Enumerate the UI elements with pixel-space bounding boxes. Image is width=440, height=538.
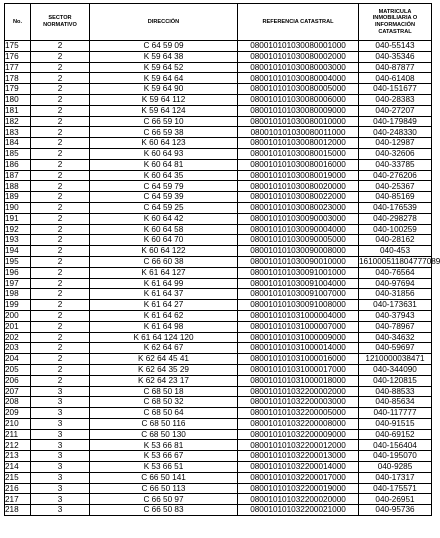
referencia-catastral-cell: 080010101031000009000 bbox=[238, 332, 359, 343]
sector-normativo-cell: 2 bbox=[31, 246, 90, 257]
row-number: 218 bbox=[5, 505, 31, 516]
referencia-catastral-cell: 080010101030090003000 bbox=[238, 213, 359, 224]
matricula-cell: 040-95736 bbox=[359, 505, 432, 516]
row-number: 210 bbox=[5, 418, 31, 429]
sector-normativo-cell: 2 bbox=[31, 62, 90, 73]
row-number: 181 bbox=[5, 105, 31, 116]
direccion-cell: C 64 59 09 bbox=[90, 41, 238, 52]
table-row bbox=[5, 192, 432, 203]
table-row bbox=[5, 472, 432, 483]
row-number: 185 bbox=[5, 148, 31, 159]
direccion-cell: C 68 50 130 bbox=[90, 429, 238, 440]
referencia-catastral-cell: 080010101030091007000 bbox=[238, 289, 359, 300]
matricula-cell: 040-76564 bbox=[359, 267, 432, 278]
row-number: 217 bbox=[5, 494, 31, 505]
referencia-catastral-cell: 080010101030080004000 bbox=[238, 73, 359, 84]
referencia-catastral-cell: 080010101031000007000 bbox=[238, 321, 359, 332]
matricula-cell: 040-85169 bbox=[359, 192, 432, 203]
referencia-catastral-cell: 080010101031000004000 bbox=[238, 310, 359, 321]
referencia-catastral-cell: 080010101030090008000 bbox=[238, 246, 359, 257]
matricula-cell: 040-151677 bbox=[359, 84, 432, 95]
table-row bbox=[5, 343, 432, 354]
row-number: 212 bbox=[5, 440, 31, 451]
matricula-cell: 040-31856 bbox=[359, 289, 432, 300]
table-row bbox=[5, 494, 432, 505]
referencia-catastral-cell: 080010101032200021000 bbox=[238, 505, 359, 516]
referencia-catastral-cell: 080010101030091008000 bbox=[238, 300, 359, 311]
table-row bbox=[5, 451, 432, 462]
referencia-catastral-cell: 080010101030080009000 bbox=[238, 105, 359, 116]
sector-normativo-cell: 3 bbox=[31, 440, 90, 451]
row-number: 187 bbox=[5, 170, 31, 181]
table-row bbox=[5, 51, 432, 62]
referencia-catastral-cell: 080010101030080011000 bbox=[238, 127, 359, 138]
table-body bbox=[5, 41, 440, 516]
sector-normativo-cell: 3 bbox=[31, 408, 90, 419]
referencia-catastral-cell: 080010101030080012000 bbox=[238, 138, 359, 149]
referencia-catastral-cell: 080010101030091004000 bbox=[238, 278, 359, 289]
direccion-cell: K 60 64 35 bbox=[90, 170, 238, 181]
referencia-catastral-cell: 080010101032200017000 bbox=[238, 472, 359, 483]
table-row bbox=[5, 364, 432, 375]
direccion-cell: C 64 59 79 bbox=[90, 181, 238, 192]
direccion-cell: K 62 64 23 17 bbox=[90, 375, 238, 386]
table-row bbox=[5, 127, 432, 138]
matricula-cell: 040-298278 bbox=[359, 213, 432, 224]
referencia-catastral-cell: 080010101032200003000 bbox=[238, 397, 359, 408]
sector-normativo-cell: 3 bbox=[31, 386, 90, 397]
direccion-cell: K 60 64 58 bbox=[90, 224, 238, 235]
sector-normativo-cell: 2 bbox=[31, 354, 90, 365]
matricula-cell: 040-195070 bbox=[359, 451, 432, 462]
matricula-cell: 040-100259 bbox=[359, 224, 432, 235]
matricula-cell: 040-34632 bbox=[359, 332, 432, 343]
matricula-cell: 040-28162 bbox=[359, 235, 432, 246]
sector-normativo-cell: 2 bbox=[31, 375, 90, 386]
direccion-cell: C 66 50 97 bbox=[90, 494, 238, 505]
matricula-cell: 040-9285 bbox=[359, 462, 432, 473]
direccion-cell: C 66 59 38 bbox=[90, 127, 238, 138]
sector-normativo-cell: 2 bbox=[31, 116, 90, 127]
header-no: No. bbox=[5, 4, 31, 41]
referencia-catastral-cell: 080010101030080015000 bbox=[238, 148, 359, 159]
table-row bbox=[5, 105, 432, 116]
sector-normativo-cell: 2 bbox=[31, 278, 90, 289]
matricula-cell: 040-33785 bbox=[359, 159, 432, 170]
direccion-cell: K 61 64 127 bbox=[90, 267, 238, 278]
matricula-cell: 040-17317 bbox=[359, 472, 432, 483]
direccion-cell: K 60 64 122 bbox=[90, 246, 238, 257]
row-number: 208 bbox=[5, 397, 31, 408]
table-row bbox=[5, 73, 432, 84]
direccion-cell: K 62 64 45 41 bbox=[90, 354, 238, 365]
direccion-cell: C 64 59 39 bbox=[90, 192, 238, 203]
referencia-catastral-cell: 080010101030090005000 bbox=[238, 235, 359, 246]
direccion-cell: K 61 64 98 bbox=[90, 321, 238, 332]
sector-normativo-cell: 3 bbox=[31, 462, 90, 473]
sector-normativo-cell: 2 bbox=[31, 202, 90, 213]
matricula-cell: 040-176539 bbox=[359, 202, 432, 213]
row-number: 197 bbox=[5, 278, 31, 289]
matricula-cell: 040-179849 bbox=[359, 116, 432, 127]
direccion-cell: K 59 64 64 bbox=[90, 73, 238, 84]
matricula-cell: 040-120815 bbox=[359, 375, 432, 386]
direccion-cell: C 64 59 25 bbox=[90, 202, 238, 213]
row-number: 211 bbox=[5, 429, 31, 440]
table-row bbox=[5, 170, 432, 181]
matricula-cell: 040-69152 bbox=[359, 429, 432, 440]
matricula-cell: 040-453 bbox=[359, 246, 432, 257]
row-number: 186 bbox=[5, 159, 31, 170]
sector-normativo-cell: 2 bbox=[31, 181, 90, 192]
row-number: 195 bbox=[5, 256, 31, 267]
table-row bbox=[5, 278, 432, 289]
matricula-cell: 040-78967 bbox=[359, 321, 432, 332]
direccion-cell: K 53 66 81 bbox=[90, 440, 238, 451]
direccion-cell: K 59 64 112 bbox=[90, 94, 238, 105]
table-row bbox=[5, 418, 432, 429]
sector-normativo-cell: 2 bbox=[31, 127, 90, 138]
table-row bbox=[5, 116, 432, 127]
referencia-catastral-cell: 080010101030080010000 bbox=[238, 116, 359, 127]
table-row bbox=[5, 62, 432, 73]
table-row bbox=[5, 397, 432, 408]
referencia-catastral-cell: 080010101032200014000 bbox=[238, 462, 359, 473]
row-number: 180 bbox=[5, 94, 31, 105]
referencia-catastral-cell: 080010101030080003000 bbox=[238, 62, 359, 73]
sector-normativo-cell: 2 bbox=[31, 138, 90, 149]
table-row bbox=[5, 94, 432, 105]
row-number: 184 bbox=[5, 138, 31, 149]
row-number: 194 bbox=[5, 246, 31, 257]
sector-normativo-cell: 2 bbox=[31, 235, 90, 246]
sector-normativo-cell: 2 bbox=[31, 41, 90, 52]
referencia-catastral-cell: 080010101031000014000 bbox=[238, 343, 359, 354]
sector-normativo-cell: 3 bbox=[31, 451, 90, 462]
row-number: 179 bbox=[5, 84, 31, 95]
table-row bbox=[5, 408, 432, 419]
row-number: 209 bbox=[5, 408, 31, 419]
header-sector-normativo: SECTOR NORMATIVO bbox=[31, 4, 90, 41]
referencia-catastral-cell: 080010101032200019000 bbox=[238, 483, 359, 494]
direccion-cell: K 61 64 124 120 bbox=[90, 332, 238, 343]
matricula-cell: 1210000038471 bbox=[359, 354, 432, 365]
table-row bbox=[5, 289, 432, 300]
row-number: 204 bbox=[5, 354, 31, 365]
direccion-cell: K 61 64 27 bbox=[90, 300, 238, 311]
matricula-cell: 040-88533 bbox=[359, 386, 432, 397]
sector-normativo-cell: 2 bbox=[31, 332, 90, 343]
table-row bbox=[5, 138, 432, 149]
direccion-cell: C 68 50 18 bbox=[90, 386, 238, 397]
matricula-cell: 040-173631 bbox=[359, 300, 432, 311]
sector-normativo-cell: 2 bbox=[31, 310, 90, 321]
direccion-cell: K 59 64 124 bbox=[90, 105, 238, 116]
table-row bbox=[5, 148, 432, 159]
matricula-cell: 040-97694 bbox=[359, 278, 432, 289]
row-number: 201 bbox=[5, 321, 31, 332]
referencia-catastral-cell: 080010101031000018000 bbox=[238, 375, 359, 386]
direccion-cell: C 66 50 113 bbox=[90, 483, 238, 494]
table-row bbox=[5, 321, 432, 332]
row-number: 183 bbox=[5, 127, 31, 138]
matricula-cell: 040-32606 bbox=[359, 148, 432, 159]
sector-normativo-cell: 2 bbox=[31, 94, 90, 105]
table-row bbox=[5, 440, 432, 451]
table-row bbox=[5, 354, 432, 365]
sector-normativo-cell: 2 bbox=[31, 192, 90, 203]
direccion-cell: K 53 66 51 bbox=[90, 462, 238, 473]
matricula-cell: 040-55143 bbox=[359, 41, 432, 52]
matricula-cell: 040-61408 bbox=[359, 73, 432, 84]
header-referencia-catastral: REFERENCIA CATASTRAL bbox=[238, 4, 359, 41]
referencia-catastral-cell: 080010101030080001000 bbox=[238, 41, 359, 52]
referencia-catastral-cell: 080010101032200005000 bbox=[238, 408, 359, 419]
table-header-row bbox=[5, 4, 432, 41]
referencia-catastral-cell: 080010101030080016000 bbox=[238, 159, 359, 170]
table-row bbox=[5, 213, 432, 224]
sector-normativo-cell: 3 bbox=[31, 418, 90, 429]
row-number: 206 bbox=[5, 375, 31, 386]
referencia-catastral-cell: 080010101030080002000 bbox=[238, 51, 359, 62]
referencia-catastral-cell: 080010101031000017000 bbox=[238, 364, 359, 375]
direccion-cell: K 60 64 123 bbox=[90, 138, 238, 149]
sector-normativo-cell: 2 bbox=[31, 321, 90, 332]
header-direccion: DIRECCIÓN bbox=[90, 4, 238, 41]
sector-normativo-cell: 2 bbox=[31, 105, 90, 116]
referencia-catastral-cell: 080010101030080006000 bbox=[238, 94, 359, 105]
direccion-cell: K 62 64 67 bbox=[90, 343, 238, 354]
matricula-cell: 040-28383 bbox=[359, 94, 432, 105]
table-row bbox=[5, 300, 432, 311]
table-row bbox=[5, 84, 432, 95]
matricula-cell: 040-276206 bbox=[359, 170, 432, 181]
sector-normativo-cell: 3 bbox=[31, 472, 90, 483]
table-row bbox=[5, 429, 432, 440]
table-row bbox=[5, 505, 432, 516]
row-number: 202 bbox=[5, 332, 31, 343]
sector-normativo-cell: 2 bbox=[31, 343, 90, 354]
sector-normativo-cell: 2 bbox=[31, 51, 90, 62]
matricula-cell: 040-37943 bbox=[359, 310, 432, 321]
table-row bbox=[5, 181, 432, 192]
sector-normativo-cell: 2 bbox=[31, 148, 90, 159]
matricula-cell: 040-25367 bbox=[359, 181, 432, 192]
referencia-catastral-cell: 080010101032200009000 bbox=[238, 429, 359, 440]
sector-normativo-cell: 3 bbox=[31, 397, 90, 408]
direccion-cell: K 61 64 99 bbox=[90, 278, 238, 289]
sector-normativo-cell: 3 bbox=[31, 483, 90, 494]
row-number: 196 bbox=[5, 267, 31, 278]
row-number: 190 bbox=[5, 202, 31, 213]
row-number: 178 bbox=[5, 73, 31, 84]
matricula-cell: 040-35346 bbox=[359, 51, 432, 62]
direccion-cell: K 60 64 42 bbox=[90, 213, 238, 224]
matricula-cell: 040-156404 bbox=[359, 440, 432, 451]
matricula-cell: 040-12987 bbox=[359, 138, 432, 149]
matricula-cell: 040-248330 bbox=[359, 127, 432, 138]
sector-normativo-cell: 2 bbox=[31, 267, 90, 278]
direccion-cell: C 68 50 32 bbox=[90, 397, 238, 408]
table-row bbox=[5, 159, 432, 170]
referencia-catastral-cell: 080010101030080023000 bbox=[238, 202, 359, 213]
direccion-cell: K 59 64 38 bbox=[90, 51, 238, 62]
row-number: 199 bbox=[5, 300, 31, 311]
referencia-catastral-cell: 080010101030080005000 bbox=[238, 84, 359, 95]
matricula-cell: 040-175571 bbox=[359, 483, 432, 494]
direccion-cell: C 66 50 83 bbox=[90, 505, 238, 516]
row-number: 191 bbox=[5, 213, 31, 224]
sector-normativo-cell: 2 bbox=[31, 289, 90, 300]
table-row bbox=[5, 235, 432, 246]
table-row bbox=[5, 310, 432, 321]
header-matricula-inmobiliaria: MATRICULA INMOBILIARIA O INFORMACIÓN CATASTRAL bbox=[359, 4, 432, 41]
table-row bbox=[5, 483, 432, 494]
direccion-cell: C 68 50 64 bbox=[90, 408, 238, 419]
row-number: 215 bbox=[5, 472, 31, 483]
row-number: 216 bbox=[5, 483, 31, 494]
table-row bbox=[5, 256, 432, 267]
cadastral-register-table bbox=[4, 3, 440, 516]
row-number: 198 bbox=[5, 289, 31, 300]
direccion-cell: K 59 64 90 bbox=[90, 84, 238, 95]
sector-normativo-cell: 2 bbox=[31, 73, 90, 84]
row-number: 193 bbox=[5, 235, 31, 246]
referencia-catastral-cell: 080010101030080020000 bbox=[238, 181, 359, 192]
sector-normativo-cell: 2 bbox=[31, 300, 90, 311]
direccion-cell: K 60 64 70 bbox=[90, 235, 238, 246]
table-row bbox=[5, 41, 432, 52]
referencia-catastral-cell: 080010101032200020000 bbox=[238, 494, 359, 505]
row-number: 213 bbox=[5, 451, 31, 462]
row-number: 203 bbox=[5, 343, 31, 354]
referencia-catastral-cell: 080010101030090004000 bbox=[238, 224, 359, 235]
sector-normativo-cell: 2 bbox=[31, 256, 90, 267]
table-row bbox=[5, 386, 432, 397]
table-row bbox=[5, 462, 432, 473]
matricula-cell: 040-117777 bbox=[359, 408, 432, 419]
table-row bbox=[5, 267, 432, 278]
matricula-cell: 040-26951 bbox=[359, 494, 432, 505]
row-number: 188 bbox=[5, 181, 31, 192]
referencia-catastral-cell: 080010101032200013000 bbox=[238, 451, 359, 462]
referencia-catastral-cell: 080010101030090010000 bbox=[238, 256, 359, 267]
matricula-cell: 040-91515 bbox=[359, 418, 432, 429]
direccion-cell: C 68 50 116 bbox=[90, 418, 238, 429]
matricula-cell: 040-27207 bbox=[359, 105, 432, 116]
direccion-cell: K 61 64 62 bbox=[90, 310, 238, 321]
matricula-cell: 1610005118047​77089 bbox=[359, 257, 440, 267]
sector-normativo-cell: 2 bbox=[31, 364, 90, 375]
direccion-cell: K 53 66 67 bbox=[90, 451, 238, 462]
matricula-cell: 040-344090 bbox=[359, 364, 432, 375]
referencia-catastral-cell: 080010101030091001000 bbox=[238, 267, 359, 278]
direccion-cell: C 66 59 10 bbox=[90, 116, 238, 127]
sector-normativo-cell: 3 bbox=[31, 505, 90, 516]
sector-normativo-cell: 2 bbox=[31, 170, 90, 181]
matricula-cell: 040-59697 bbox=[359, 343, 432, 354]
referencia-catastral-cell: 080010101032200008000 bbox=[238, 418, 359, 429]
row-number: 175 bbox=[5, 41, 31, 52]
referencia-catastral-cell: 080010101031000016000 bbox=[238, 354, 359, 365]
sector-normativo-cell: 2 bbox=[31, 84, 90, 95]
sector-normativo-cell: 2 bbox=[31, 213, 90, 224]
row-number: 214 bbox=[5, 462, 31, 473]
direccion-cell: C 66 50 141 bbox=[90, 472, 238, 483]
sector-normativo-cell: 2 bbox=[31, 224, 90, 235]
sector-normativo-cell: 2 bbox=[31, 159, 90, 170]
row-number: 177 bbox=[5, 62, 31, 73]
row-number: 200 bbox=[5, 310, 31, 321]
direccion-cell: K 62 64 35 29 bbox=[90, 364, 238, 375]
table-row bbox=[5, 246, 432, 257]
referencia-catastral-cell: 080010101030080019000 bbox=[238, 170, 359, 181]
table-row bbox=[5, 202, 432, 213]
sector-normativo-cell: 3 bbox=[31, 429, 90, 440]
direccion-cell: K 59 64 52 bbox=[90, 62, 238, 73]
direccion-cell: K 60 64 93 bbox=[90, 148, 238, 159]
matricula-cell: 040-87877 bbox=[359, 62, 432, 73]
referencia-catastral-cell: 080010101032200012000 bbox=[238, 440, 359, 451]
row-number: 192 bbox=[5, 224, 31, 235]
matricula-cell: 040-85634 bbox=[359, 397, 432, 408]
sector-normativo-cell: 3 bbox=[31, 494, 90, 505]
row-number: 207 bbox=[5, 386, 31, 397]
table-row bbox=[5, 332, 432, 343]
direccion-cell: K 60 64 81 bbox=[90, 159, 238, 170]
row-number: 189 bbox=[5, 192, 31, 203]
referencia-catastral-cell: 080010101032200002000 bbox=[238, 386, 359, 397]
table-row bbox=[5, 375, 432, 386]
direccion-cell: C 66 60 38 bbox=[90, 256, 238, 267]
row-number: 205 bbox=[5, 364, 31, 375]
row-number: 176 bbox=[5, 51, 31, 62]
table-row bbox=[5, 224, 432, 235]
row-number: 182 bbox=[5, 116, 31, 127]
direccion-cell: K 61 64 37 bbox=[90, 289, 238, 300]
referencia-catastral-cell: 080010101030080022000 bbox=[238, 192, 359, 203]
